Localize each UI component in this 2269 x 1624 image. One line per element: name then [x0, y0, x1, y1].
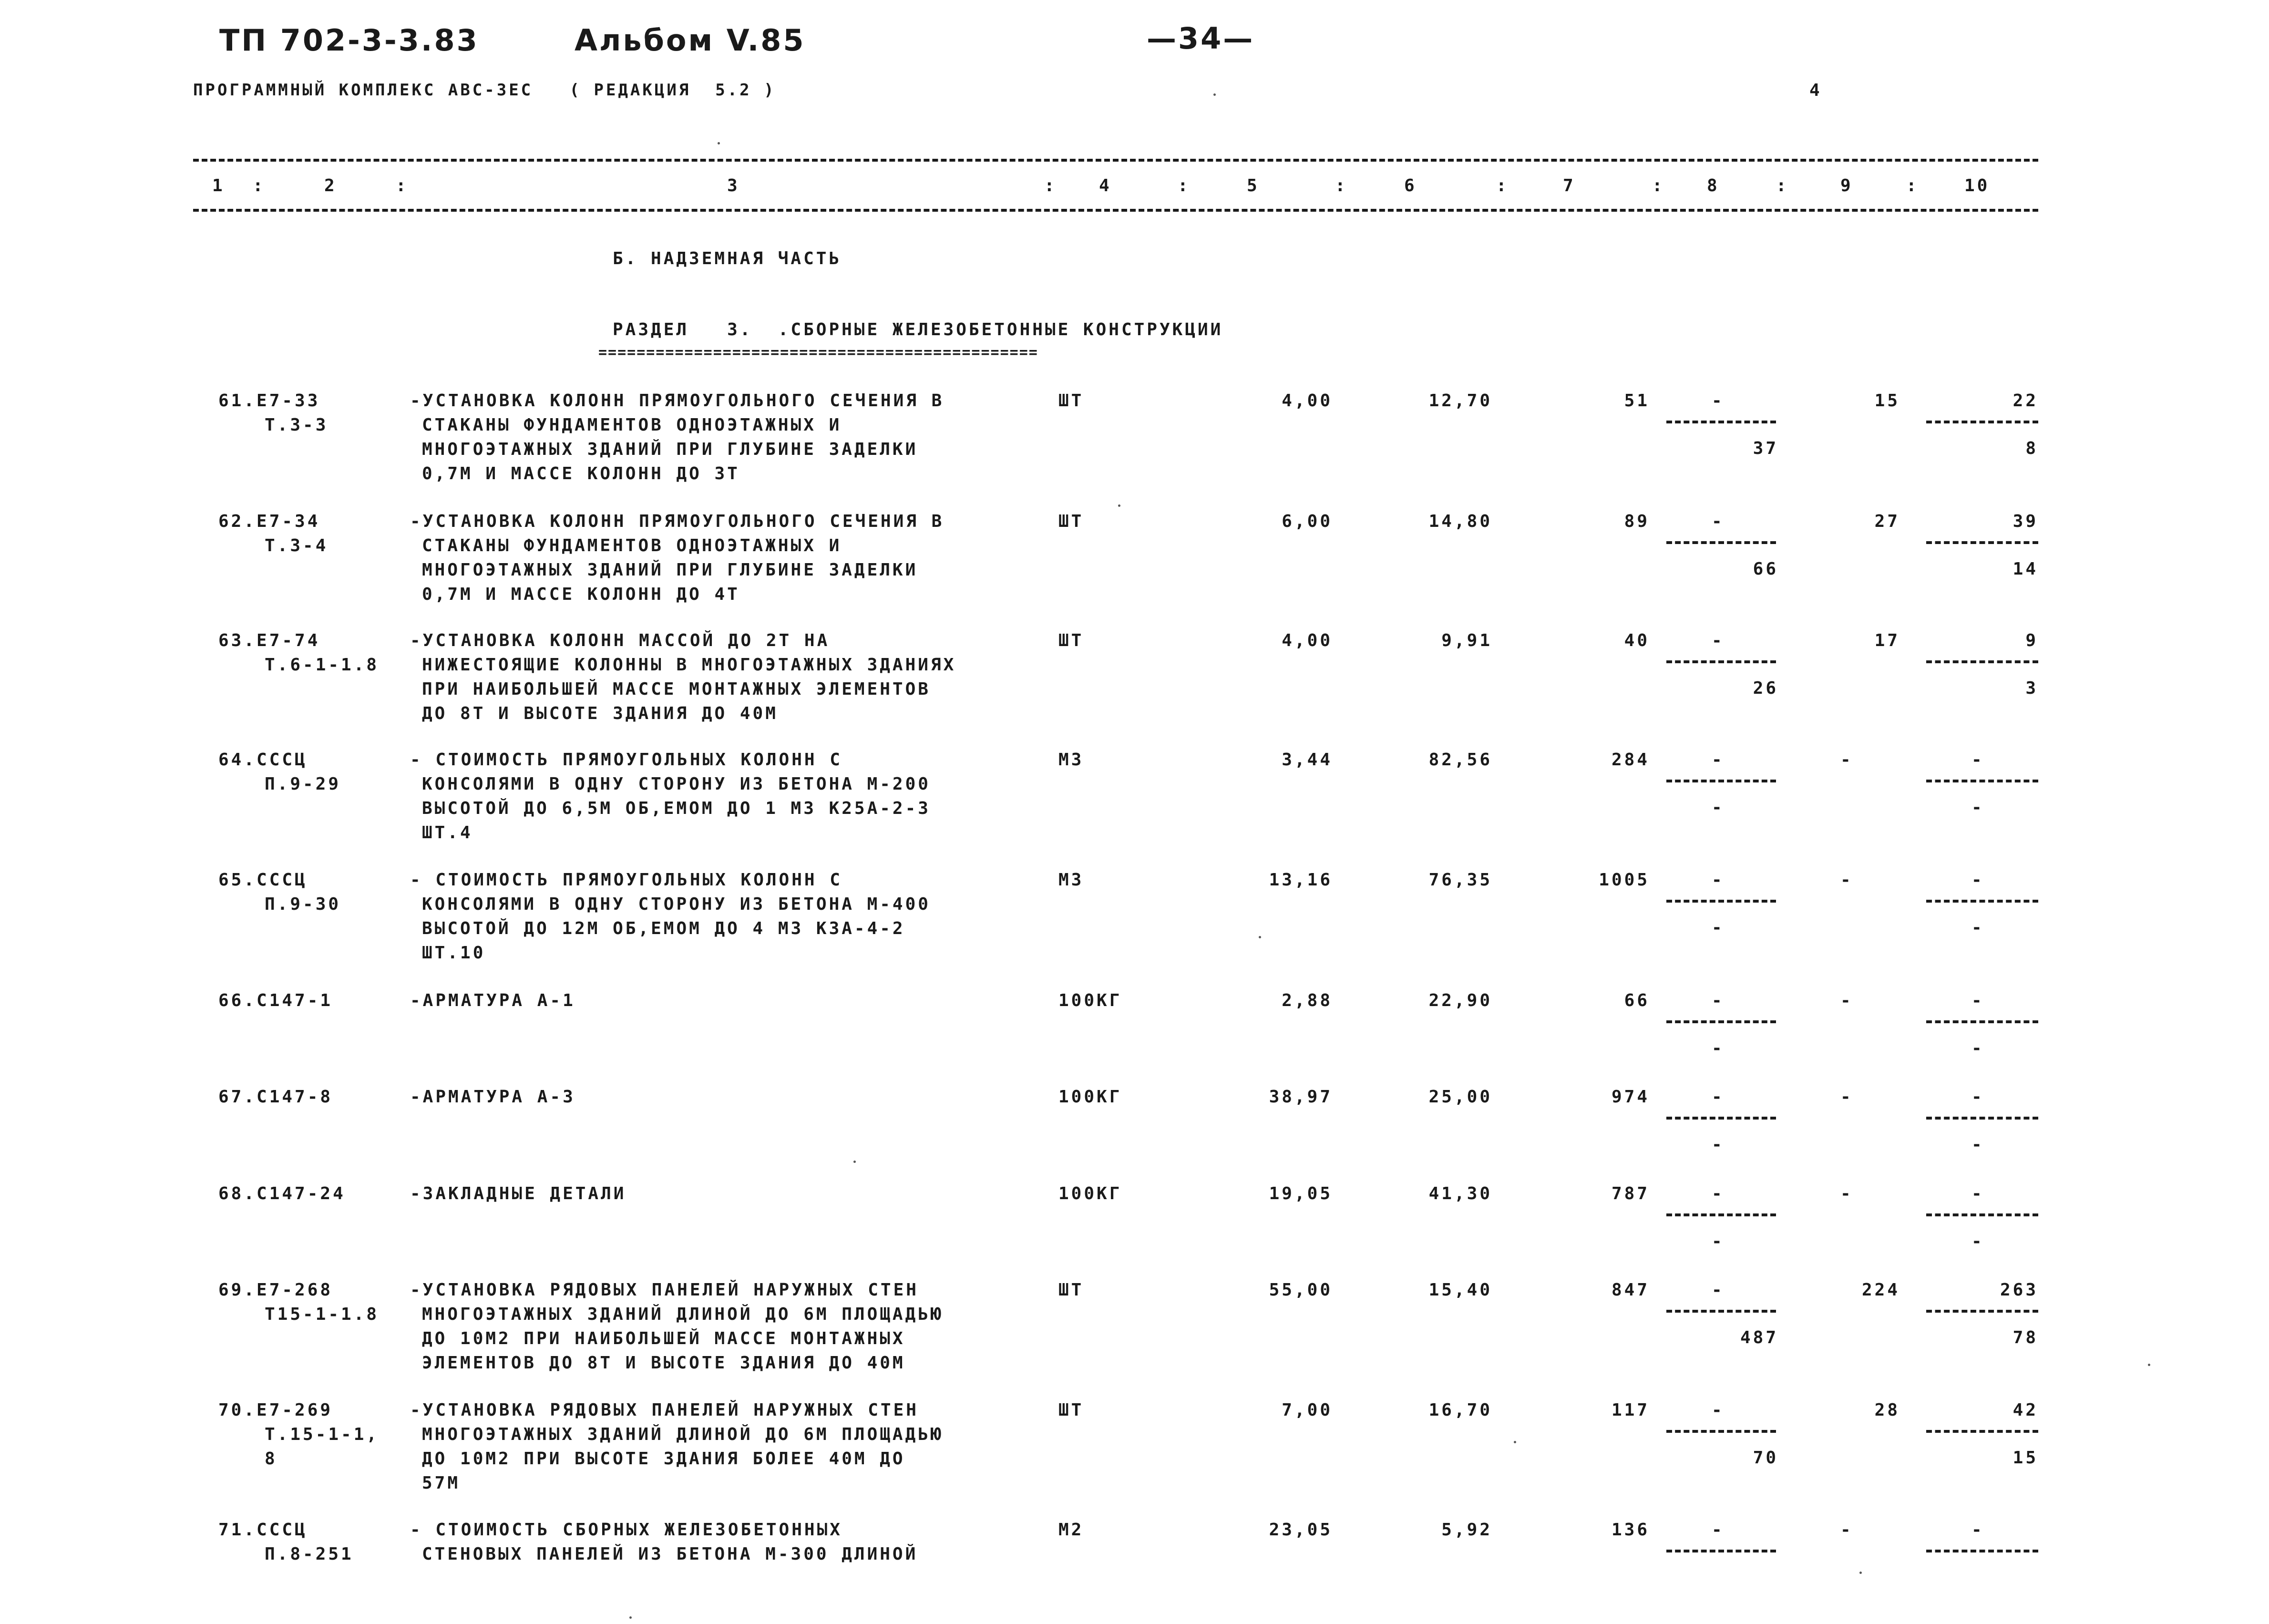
row-quantity: 23,05 [1269, 1520, 1333, 1540]
col9-value: 15 [1874, 391, 1900, 411]
col10-fraction-line [1926, 1020, 2038, 1023]
row-unit-price: 41,30 [1428, 1184, 1492, 1203]
col10-top: 263 [2000, 1280, 2038, 1300]
section-title: РАЗДЕЛ 3. .СБОРНЫЕ ЖЕЛЕЗОБЕТОННЫЕ КОНСТРУКЦИИ [613, 320, 1223, 339]
row-unit-price: 25,00 [1428, 1087, 1492, 1107]
row-description: ДО 10М2 ПРИ ВЫСОТЕ ЗДАНИЯ БОЛЕЕ 40М ДО [422, 1449, 905, 1469]
row-description: -УСТАНОВКА КОЛОНН МАССОЙ ДО 2Т НА [410, 631, 830, 650]
row-description: МНОГОЭТАЖНЫХ ЗДАНИЙ ДЛИНОЙ ДО 6М ПЛОЩАДЬЮ [422, 1425, 944, 1444]
col8-top: - [1712, 631, 1725, 650]
scan-speck [2148, 1364, 2150, 1366]
col10-top: - [1971, 1520, 1984, 1540]
col9-value: - [1840, 870, 1853, 890]
col10-fraction-line [1926, 421, 2038, 423]
row-description: ДО 10М2 ПРИ НАИБОЛЬШЕЙ МАССЕ МОНТАЖНЫХ [422, 1329, 905, 1348]
row-total: 40 [1624, 631, 1650, 650]
col8-fraction-line [1666, 780, 1776, 782]
row-unit: ШТ [1058, 1400, 1084, 1420]
row-description: МНОГОЭТАЖНЫХ ЗДАНИЙ ПРИ ГЛУБИНЕ ЗАДЕЛКИ [422, 440, 918, 459]
column-separator: : [1906, 176, 1919, 195]
scan-speck [1514, 1441, 1516, 1443]
col8-fraction-line [1666, 1117, 1776, 1120]
row-code: 70.Е7-269 [218, 1400, 333, 1420]
col10-top: - [1971, 1184, 1984, 1203]
column-number: 8 [1707, 176, 1720, 195]
col9-value: - [1840, 1087, 1853, 1107]
row-quantity: 4,00 [1282, 391, 1333, 411]
row-total: 89 [1624, 512, 1650, 531]
col8-bottom: 37 [1753, 439, 1778, 458]
row-quantity: 3,44 [1282, 750, 1333, 770]
col9-value: 224 [1861, 1280, 1900, 1300]
row-description: -УСТАНОВКА РЯДОВЫХ ПАНЕЛЕЙ НАРУЖНЫХ СТЕН [410, 1280, 919, 1300]
row-total: 974 [1611, 1087, 1650, 1107]
row-unit-price: 12,70 [1428, 391, 1492, 411]
column-separator: : [1335, 176, 1348, 195]
row-code: 63.Е7-74 [218, 631, 320, 650]
column-separator: : [1652, 176, 1665, 195]
col8-bottom: 487 [1740, 1328, 1778, 1347]
row-unit-price: 15,40 [1428, 1280, 1492, 1300]
row-total: 66 [1624, 991, 1650, 1010]
row-description: ШТ.4 [422, 823, 473, 843]
col10-bottom: - [1971, 1232, 1984, 1251]
row-unit: 100КГ [1058, 1087, 1122, 1107]
col10-bottom: - [1971, 918, 1984, 937]
col10-top: - [1971, 750, 1984, 770]
row-code: 66.С147-1 [218, 991, 333, 1010]
row-code: 8 [265, 1449, 277, 1469]
row-code: 68.С147-24 [218, 1184, 346, 1203]
col8-bottom: - [1712, 1038, 1725, 1058]
row-unit-price: 14,80 [1428, 512, 1492, 531]
row-description: -АРМАТУРА А-1 [410, 991, 575, 1010]
page-number: —34— [1147, 21, 1255, 56]
row-description: КОНСОЛЯМИ В ОДНУ СТОРОНУ ИЗ БЕТОНА М-200 [422, 774, 931, 794]
scan-speck [853, 1161, 856, 1163]
column-number: 9 [1840, 176, 1853, 195]
row-description: ВЫСОТОЙ ДО 12М ОБ,ЕМОМ ДО 4 М3 К3А-4-2 [422, 919, 905, 938]
document-code: ТП 702-3-3.83 [219, 23, 479, 58]
row-description: -УСТАНОВКА КОЛОНН ПРЯМОУГОЛЬНОГО СЕЧЕНИЯ В [410, 391, 945, 411]
col8-top: - [1712, 1184, 1725, 1203]
row-unit: ШТ [1058, 391, 1084, 411]
row-unit-price: 9,91 [1441, 631, 1492, 650]
col8-bottom: - [1712, 798, 1725, 817]
col8-top: - [1712, 512, 1725, 531]
row-code: Т.3-3 [265, 415, 329, 435]
column-number: 1 [212, 176, 225, 195]
col8-fraction-line [1666, 1550, 1776, 1552]
col8-top: - [1712, 991, 1725, 1010]
col8-bottom: 70 [1753, 1448, 1778, 1468]
col8-top: - [1712, 750, 1725, 770]
column-number: 4 [1099, 176, 1112, 195]
col8-bottom: 66 [1753, 559, 1778, 579]
row-description: - СТОИМОСТЬ ПРЯМОУГОЛЬНЫХ КОЛОНН С [410, 750, 842, 770]
row-code: 67.С147-8 [218, 1087, 333, 1107]
scan-speck [1259, 936, 1261, 938]
sheet-number: 4 [1809, 81, 1822, 100]
col10-bottom: - [1971, 798, 1984, 817]
col10-top: - [1971, 991, 1984, 1010]
row-quantity: 6,00 [1282, 512, 1333, 531]
col10-fraction-line [1926, 1430, 2038, 1433]
row-code: Т.3-4 [265, 536, 329, 555]
row-description: -УСТАНОВКА КОЛОНН ПРЯМОУГОЛЬНОГО СЕЧЕНИЯ В [410, 512, 945, 531]
scan-speck [1213, 93, 1216, 96]
row-unit: ШТ [1058, 631, 1084, 650]
col8-bottom: - [1712, 1232, 1725, 1251]
row-total: 136 [1611, 1520, 1650, 1540]
col8-top: - [1712, 391, 1725, 411]
scan-speck [718, 142, 720, 144]
col8-fraction-line [1666, 660, 1776, 663]
row-quantity: 38,97 [1269, 1087, 1333, 1107]
row-unit-price: 82,56 [1428, 750, 1492, 770]
row-description: - СТОИМОСТЬ СБОРНЫХ ЖЕЛЕЗОБЕТОННЫХ [410, 1520, 842, 1540]
row-code: Т15-1-1.8 [265, 1305, 380, 1324]
row-description: МНОГОЭТАЖНЫХ ЗДАНИЙ ПРИ ГЛУБИНЕ ЗАДЕЛКИ [422, 560, 918, 580]
row-quantity: 2,88 [1282, 991, 1333, 1010]
col8-fraction-line [1666, 1020, 1776, 1023]
row-unit-price: 5,92 [1441, 1520, 1492, 1540]
col10-fraction-line [1926, 541, 2038, 544]
col10-fraction-line [1926, 780, 2038, 782]
row-unit-price: 22,90 [1428, 991, 1492, 1010]
column-number: 10 [1964, 176, 1990, 195]
col9-value: 17 [1874, 631, 1900, 650]
row-quantity: 55,00 [1269, 1280, 1333, 1300]
column-number: 6 [1404, 176, 1417, 195]
col8-top: - [1712, 870, 1725, 890]
column-separator: : [396, 176, 409, 195]
row-total: 847 [1611, 1280, 1650, 1300]
col10-fraction-line [1926, 900, 2038, 903]
row-code: П.9-29 [265, 774, 341, 794]
col8-fraction-line [1666, 541, 1776, 544]
col8-bottom: - [1712, 1135, 1725, 1154]
row-description: СТЕНОВЫХ ПАНЕЛЕЙ ИЗ БЕТОНА М-300 ДЛИНОЙ [422, 1544, 918, 1564]
column-separator: : [1776, 176, 1789, 195]
row-description: ШТ.10 [422, 943, 486, 963]
row-unit: М2 [1058, 1520, 1084, 1540]
row-description: ПРИ НАИБОЛЬШЕЙ МАССЕ МОНТАЖНЫХ ЭЛЕМЕНТОВ [422, 679, 931, 699]
row-description: 0,7М И МАССЕ КОЛОНН ДО 4Т [422, 585, 740, 604]
row-description: -ЗАКЛАДНЫЕ ДЕТАЛИ [410, 1184, 626, 1203]
col10-top: 22 [2012, 391, 2038, 411]
row-code: 71.СССЦ [218, 1520, 308, 1540]
row-unit: М3 [1058, 750, 1084, 770]
row-description: МНОГОЭТАЖНЫХ ЗДАНИЙ ДЛИНОЙ ДО 6М ПЛОЩАДЬЮ [422, 1305, 944, 1324]
row-unit: М3 [1058, 870, 1084, 890]
column-separator: : [1178, 176, 1191, 195]
col9-value: - [1840, 750, 1853, 770]
col10-top: - [1971, 1087, 1984, 1107]
row-code: 64.СССЦ [218, 750, 308, 770]
column-separator: : [1496, 176, 1509, 195]
row-code: П.9-30 [265, 894, 341, 914]
row-total: 284 [1611, 750, 1650, 770]
col8-fraction-line [1666, 1430, 1776, 1433]
program-line: ПРОГРАММНЫЙ КОМПЛЕКС АВС-3ЕС ( РЕДАКЦИЯ 5.2 ) [193, 81, 776, 100]
col10-fraction-line [1926, 660, 2038, 663]
row-quantity: 7,00 [1282, 1400, 1333, 1420]
row-description: ВЫСОТОЙ ДО 6,5М ОБ,ЕМОМ ДО 1 М3 К25А-2-3 [422, 799, 931, 818]
column-number: 5 [1247, 176, 1260, 195]
col8-top: - [1712, 1087, 1725, 1107]
col8-fraction-line [1666, 421, 1776, 423]
col9-value: - [1840, 1520, 1853, 1540]
row-quantity: 19,05 [1269, 1184, 1333, 1203]
scan-speck [1859, 1572, 1862, 1574]
col10-top: - [1971, 870, 1984, 890]
row-description: СТАКАНЫ ФУНДАМЕНТОВ ОДНОЭТАЖНЫХ И [422, 415, 842, 435]
row-code: 61.Е7-33 [218, 391, 320, 411]
row-quantity: 13,16 [1269, 870, 1333, 890]
row-description: ДО 8Т И ВЫСОТЕ ЗДАНИЯ ДО 40М [422, 704, 778, 723]
row-total: 117 [1611, 1400, 1650, 1420]
row-code: П.8-251 [265, 1544, 354, 1564]
row-description: -УСТАНОВКА РЯДОВЫХ ПАНЕЛЕЙ НАРУЖНЫХ СТЕН [410, 1400, 919, 1420]
header-rule-bottom [193, 209, 2038, 212]
col8-fraction-line [1666, 1310, 1776, 1313]
column-number: 2 [324, 176, 337, 195]
scan-speck [629, 1616, 632, 1619]
col10-fraction-line [1926, 1213, 2038, 1216]
row-code: 65.СССЦ [218, 870, 308, 890]
row-total: 51 [1624, 391, 1650, 411]
row-unit: ШТ [1058, 1280, 1084, 1300]
col10-fraction-line [1926, 1310, 2038, 1313]
row-total: 1005 [1599, 870, 1650, 890]
scan-speck [1118, 504, 1120, 507]
row-description: НИЖЕСТОЯЩИЕ КОЛОННЫ В МНОГОЭТАЖНЫХ ЗДАНИЯХ [422, 655, 956, 675]
col9-value: 27 [1874, 512, 1900, 531]
col8-top: - [1712, 1520, 1725, 1540]
col10-top: 9 [2025, 631, 2038, 650]
col10-fraction-line [1926, 1117, 2038, 1120]
col8-top: - [1712, 1280, 1725, 1300]
col10-bottom: - [1971, 1038, 1984, 1058]
row-description: - СТОИМОСТЬ ПРЯМОУГОЛЬНЫХ КОЛОНН С [410, 870, 842, 890]
row-code: Т.6-1-1.8 [265, 655, 380, 675]
header-rule-top [193, 159, 2038, 162]
column-number: 7 [1563, 176, 1576, 195]
row-unit-price: 76,35 [1428, 870, 1492, 890]
row-unit: ШТ [1058, 512, 1084, 531]
col10-bottom: 78 [2012, 1328, 2038, 1347]
col10-bottom: 3 [2025, 678, 2038, 698]
row-description: КОНСОЛЯМИ В ОДНУ СТОРОНУ ИЗ БЕТОНА М-400 [422, 894, 931, 914]
col10-bottom: 15 [2012, 1448, 2038, 1468]
row-code: 62.Е7-34 [218, 512, 320, 531]
col8-top: - [1712, 1400, 1725, 1420]
column-number: 3 [727, 176, 740, 195]
col10-bottom: - [1971, 1135, 1984, 1154]
col10-bottom: 8 [2025, 439, 2038, 458]
section-part-title: Б. НАДЗЕМНАЯ ЧАСТЬ [613, 249, 842, 268]
column-separator: : [253, 176, 266, 195]
row-unit: 100КГ [1058, 991, 1122, 1010]
col10-top: 39 [2012, 512, 2038, 531]
row-unit-price: 16,70 [1428, 1400, 1492, 1420]
row-description: СТАКАНЫ ФУНДАМЕНТОВ ОДНОЭТАЖНЫХ И [422, 536, 842, 555]
row-description: 0,7М И МАССЕ КОЛОНН ДО 3Т [422, 464, 740, 483]
row-code: Т.15-1-1, [265, 1425, 380, 1444]
col8-fraction-line [1666, 900, 1776, 903]
row-description: ЭЛЕМЕНТОВ ДО 8Т И ВЫСОТЕ ЗДАНИЯ ДО 40М [422, 1353, 905, 1373]
col8-fraction-line [1666, 1213, 1776, 1216]
col10-top: 42 [2012, 1400, 2038, 1420]
album-title: Альбом V.85 [575, 23, 806, 58]
col10-fraction-line [1926, 1550, 2038, 1552]
row-quantity: 4,00 [1282, 631, 1333, 650]
row-unit: 100КГ [1058, 1184, 1122, 1203]
column-separator: : [1044, 176, 1057, 195]
col8-bottom: - [1712, 918, 1725, 937]
row-code: 69.Е7-268 [218, 1280, 333, 1300]
col9-value: - [1840, 1184, 1853, 1203]
col9-value: 28 [1874, 1400, 1900, 1420]
col10-bottom: 14 [2012, 559, 2038, 579]
section-underline: ============================================== [598, 344, 1038, 361]
col9-value: - [1840, 991, 1853, 1010]
row-description: -АРМАТУРА А-3 [410, 1087, 575, 1107]
col8-bottom: 26 [1753, 678, 1778, 698]
row-total: 787 [1611, 1184, 1650, 1203]
row-description: 57М [422, 1473, 461, 1493]
